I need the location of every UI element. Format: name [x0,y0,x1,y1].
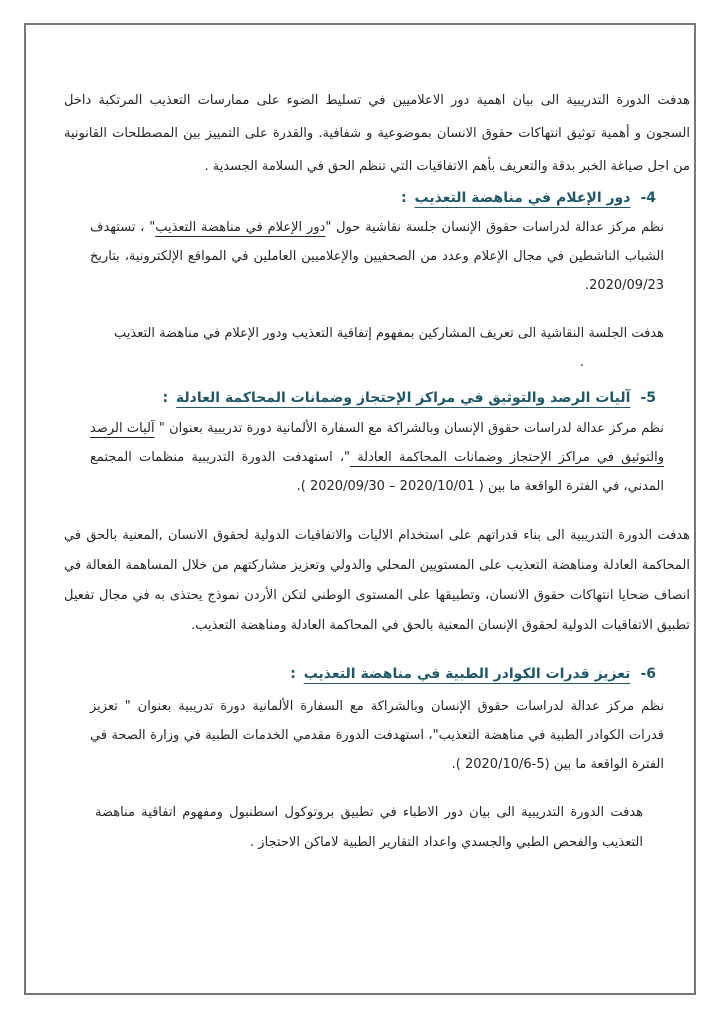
section-5-colon: : [162,390,169,406]
section-4-goal-paragraph [90,319,664,377]
section-6-goal-paragraph: هدفت الدورة التدريبية الى بيان دور الاطباء في تطبيق بروتوكول اسطنبول ومفهوم اتفاقية مناهضة التعذيب والفحص الطبي والجسدي واعداد التقارير الطبية لاماكن الاحتجاز . [95,805,643,850]
section-5-body-text-after: . [296,479,301,494]
section-4-body-underlined-phrase: دور الإعلام في مناهضة التعذيب [155,220,326,235]
section-6-title: تعزيز قدرات الكوادر الطبية في مناهضة التعذيب [303,666,631,682]
section-5-goal-paragraph: هدفت الدورة التدريبية الى بناء قدراتهم على استخدام الاليات والاتفاقيات الدولية لحقوق الانسان ,المعنية بالحق في المحاكمة العادلة ومناهضة التعذيب على المستويين المحلي والدولي وتعزيز مشاركتهم من خلال المساهمة الفعالة في انصاف ضحايا انتهاكات حقوق الانسان، وتطبيقها على المستوى الوطني لتكن الأردن نموذج يحتذى به في مجال تفعيل تطبيق الاتفاقيات الدولية لحقوق الإنسان المعنية بالحق في المحاكمة العادلة ومناهضة التعذيب. [64,528,690,633]
intro-paragraph: هدفت الدورة التدريبية الى بيان اهمية دور الاعلاميين في تسليط الضوء على ممارسات التعذيب المرتكبة داخل السجون و أهمية توثيق انتهاكات حقوق الانسان بموضوعية و شفافية. والقدرة على التمييز بين المصطلحات القانونية من اجل صياغة الخبر بدقة والتعريف بأهم الاتفاقيات التي تنظم الحق في السلامة الجسدية . [64,93,690,174]
section-4-body-paragraph [90,213,664,300]
section-5-title: آليات الرصد والتوثيق في مراكز الإحتجاز وضمانات المحاكمة العادلة [175,390,631,406]
section-4-number: 4- [640,190,656,206]
section-6-body-paragraph [90,692,664,779]
section-5-body-underlined-phrase: آليات الرصد والتوثيق في مراكز الإحتجاز وضمانات المحاكمة العادلة [90,421,664,465]
section-5-body-paragraph [90,414,664,501]
section-6-number: 6- [640,666,656,682]
section-6-date-range: ( 2020/10/6-5) [455,757,550,772]
section-6-body-text: نظم مركز عدالة لدراسات حقوق الإنسان وبالشراكة مع السفارة الألمانية دورة تدريبية بعنوان " تعزيز قدرات الكوادر الطبية في مناهضة التعذيب"، استهدفت الدورة مقدمي الخدمات الطبية في وزارة الصحة في الفترة الواقعة ما بين [90,699,664,772]
section-4-colon: : [401,190,407,206]
section-5-heading [64,387,690,409]
section-4-title: دور الإعلام في مناهضة التعذيب [414,190,631,206]
section-4-goal-period: . [579,355,584,370]
section-6-body-text-after: . [451,757,456,772]
section-5-body-text-middle: "، استهدفت الدورة التدريبية منظمات المجتمع المدني، في الفترة الواقعة ما بين [90,450,664,494]
section-6-colon: : [290,666,296,682]
section-4-heading [64,187,690,209]
section-4-goal-text: هدفت الجلسة النقاشية الى تعريف المشاركين بمفهوم إتفاقية التعذيب ودور الإعلام في مناهضة التعذيب [113,326,664,341]
section-4-body-text: نظم مركز عدالة لدراسات حقوق الإنسان جلسة نقاشية حول " [325,220,665,235]
section-4-body-text-after: " ، تستهدف الشباب الناشطين في مجال الإعلام وعدد من الصحفيين والإعلاميين العاملين في المواقع الإلكترونية، بتاريخ 2020/09/23. [90,220,664,293]
section-5-date-range: ( 2020/09/30 – 2020/10/01 ) [300,479,484,494]
section-6-heading [64,663,690,685]
section-5-body-text: نظم مركز عدالة لدراسات حقوق الإنسان وبالشراكة مع السفارة الألمانية دورة تدريبية بعنوان " [154,421,665,436]
section-5-number: 5- [640,390,656,406]
